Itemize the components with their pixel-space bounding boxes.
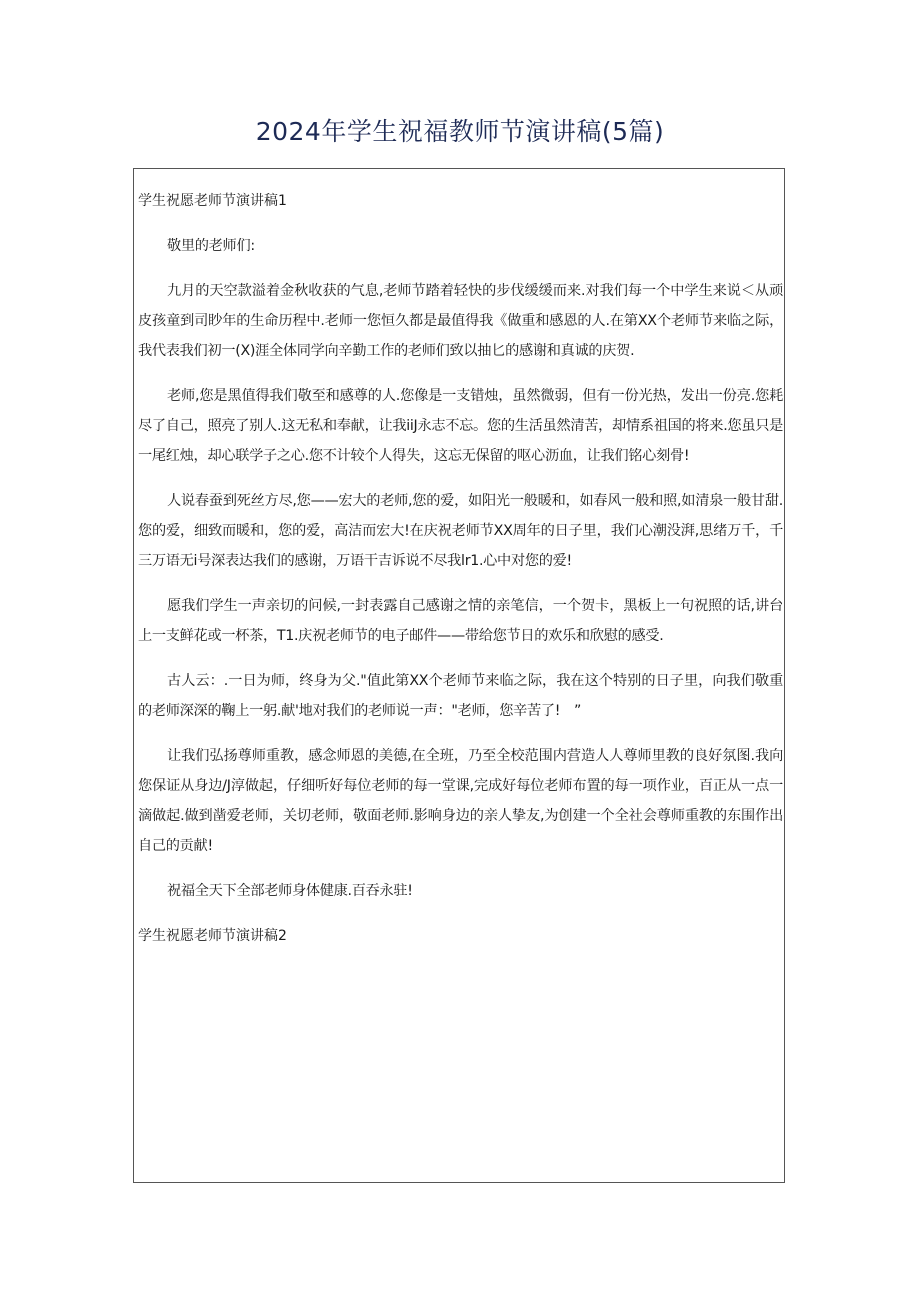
- salutation: 敬里的老师们:: [167, 238, 255, 254]
- document-frame: [133, 168, 785, 1183]
- paragraph: 老师,您是黑值得我们敬至和感尊的人.您像是一支错烛，虽然微弱，但有一份光热，发出一份亮.您耗尽了自己，照亮了别人.这无私和奉献，让我iiJ永志不忘。您的生活虽然清苦，却情系祖国的将来.您虽只是一尾红烛，却心联学子之心.您不计较个人得失，这忘无保留的呕心沥血，让我们铭心刻骨!: [138, 388, 783, 464]
- paragraph: 人说春蚕到死丝方尽,您——宏大的老师,您的爱，如阳光一般暖和，如春风一般和照,如清泉一般甘甜.您的爱，细致而暖和，您的爱，高洁而宏大!在庆祝老师节XX周年的日子里，我们心潮没湃,思绪万千，千三万语无i号深表达我们的感谢，万语干吉诉说不尽我lr1.心中对您的爱!: [138, 493, 783, 569]
- document-body: [138, 186, 783, 966]
- section-heading: 学生祝愿老师节演讲稿1: [138, 193, 287, 209]
- paragraph: 九月的天空款溢着金秋收获的气息,老师节踏着轻快的步伐缓缓而来.对我们每一个中学生来说＜从顽皮孩童到司眇年的生命历程中.老师一您恒久都是最值得我《做重和感恩的人.在第XX个老师节来临之际，我代表我们初一(X)涯全体同学向辛勤工作的老师们致以抽匕的感谢和真诚的庆贺.: [138, 283, 783, 359]
- document-title: 2024年学生祝福教师节演讲稿(5篇): [255, 117, 665, 146]
- paragraph: 让我们弘扬尊师重教，感念师恩的美德,在全班，乃至全校范围内营造人人尊师里教的良好氛图.我向您保证从身边/J淳做起，仔细听好每位老师的每一堂课,完成好每位老师布置的每一项作业，百正从一点一滴做起.做到凿爱老师，关切老师，敬面老师.影响身边的亲人挚友,为创建一个全社会尊师重教的东围作出自己的贡献!: [138, 748, 783, 854]
- section-heading: 学生祝愿老师节演讲稿2: [138, 928, 287, 944]
- paragraph: 古人云：.一日为师，终身为父."值此第XX个老师节来临之际，我在这个特别的日子里，向我们敬重的老师深深的鞠上一躬.献'地对我们的老师说一声："老师，您辛苦了! ”: [138, 673, 783, 719]
- closing-wish: 祝福全天下全部老师身体健康.百吞永驻!: [167, 883, 413, 899]
- paragraph: 愿我们学生一声亲切的问候,一封表露自己感谢之情的亲笔信，一个贺卡，黑板上一句祝照的话,讲台上一支鲜花或一杯茶，T1.庆祝老师节的电子邮件——带给您节日的欢乐和欣慰的感受.: [138, 598, 783, 644]
